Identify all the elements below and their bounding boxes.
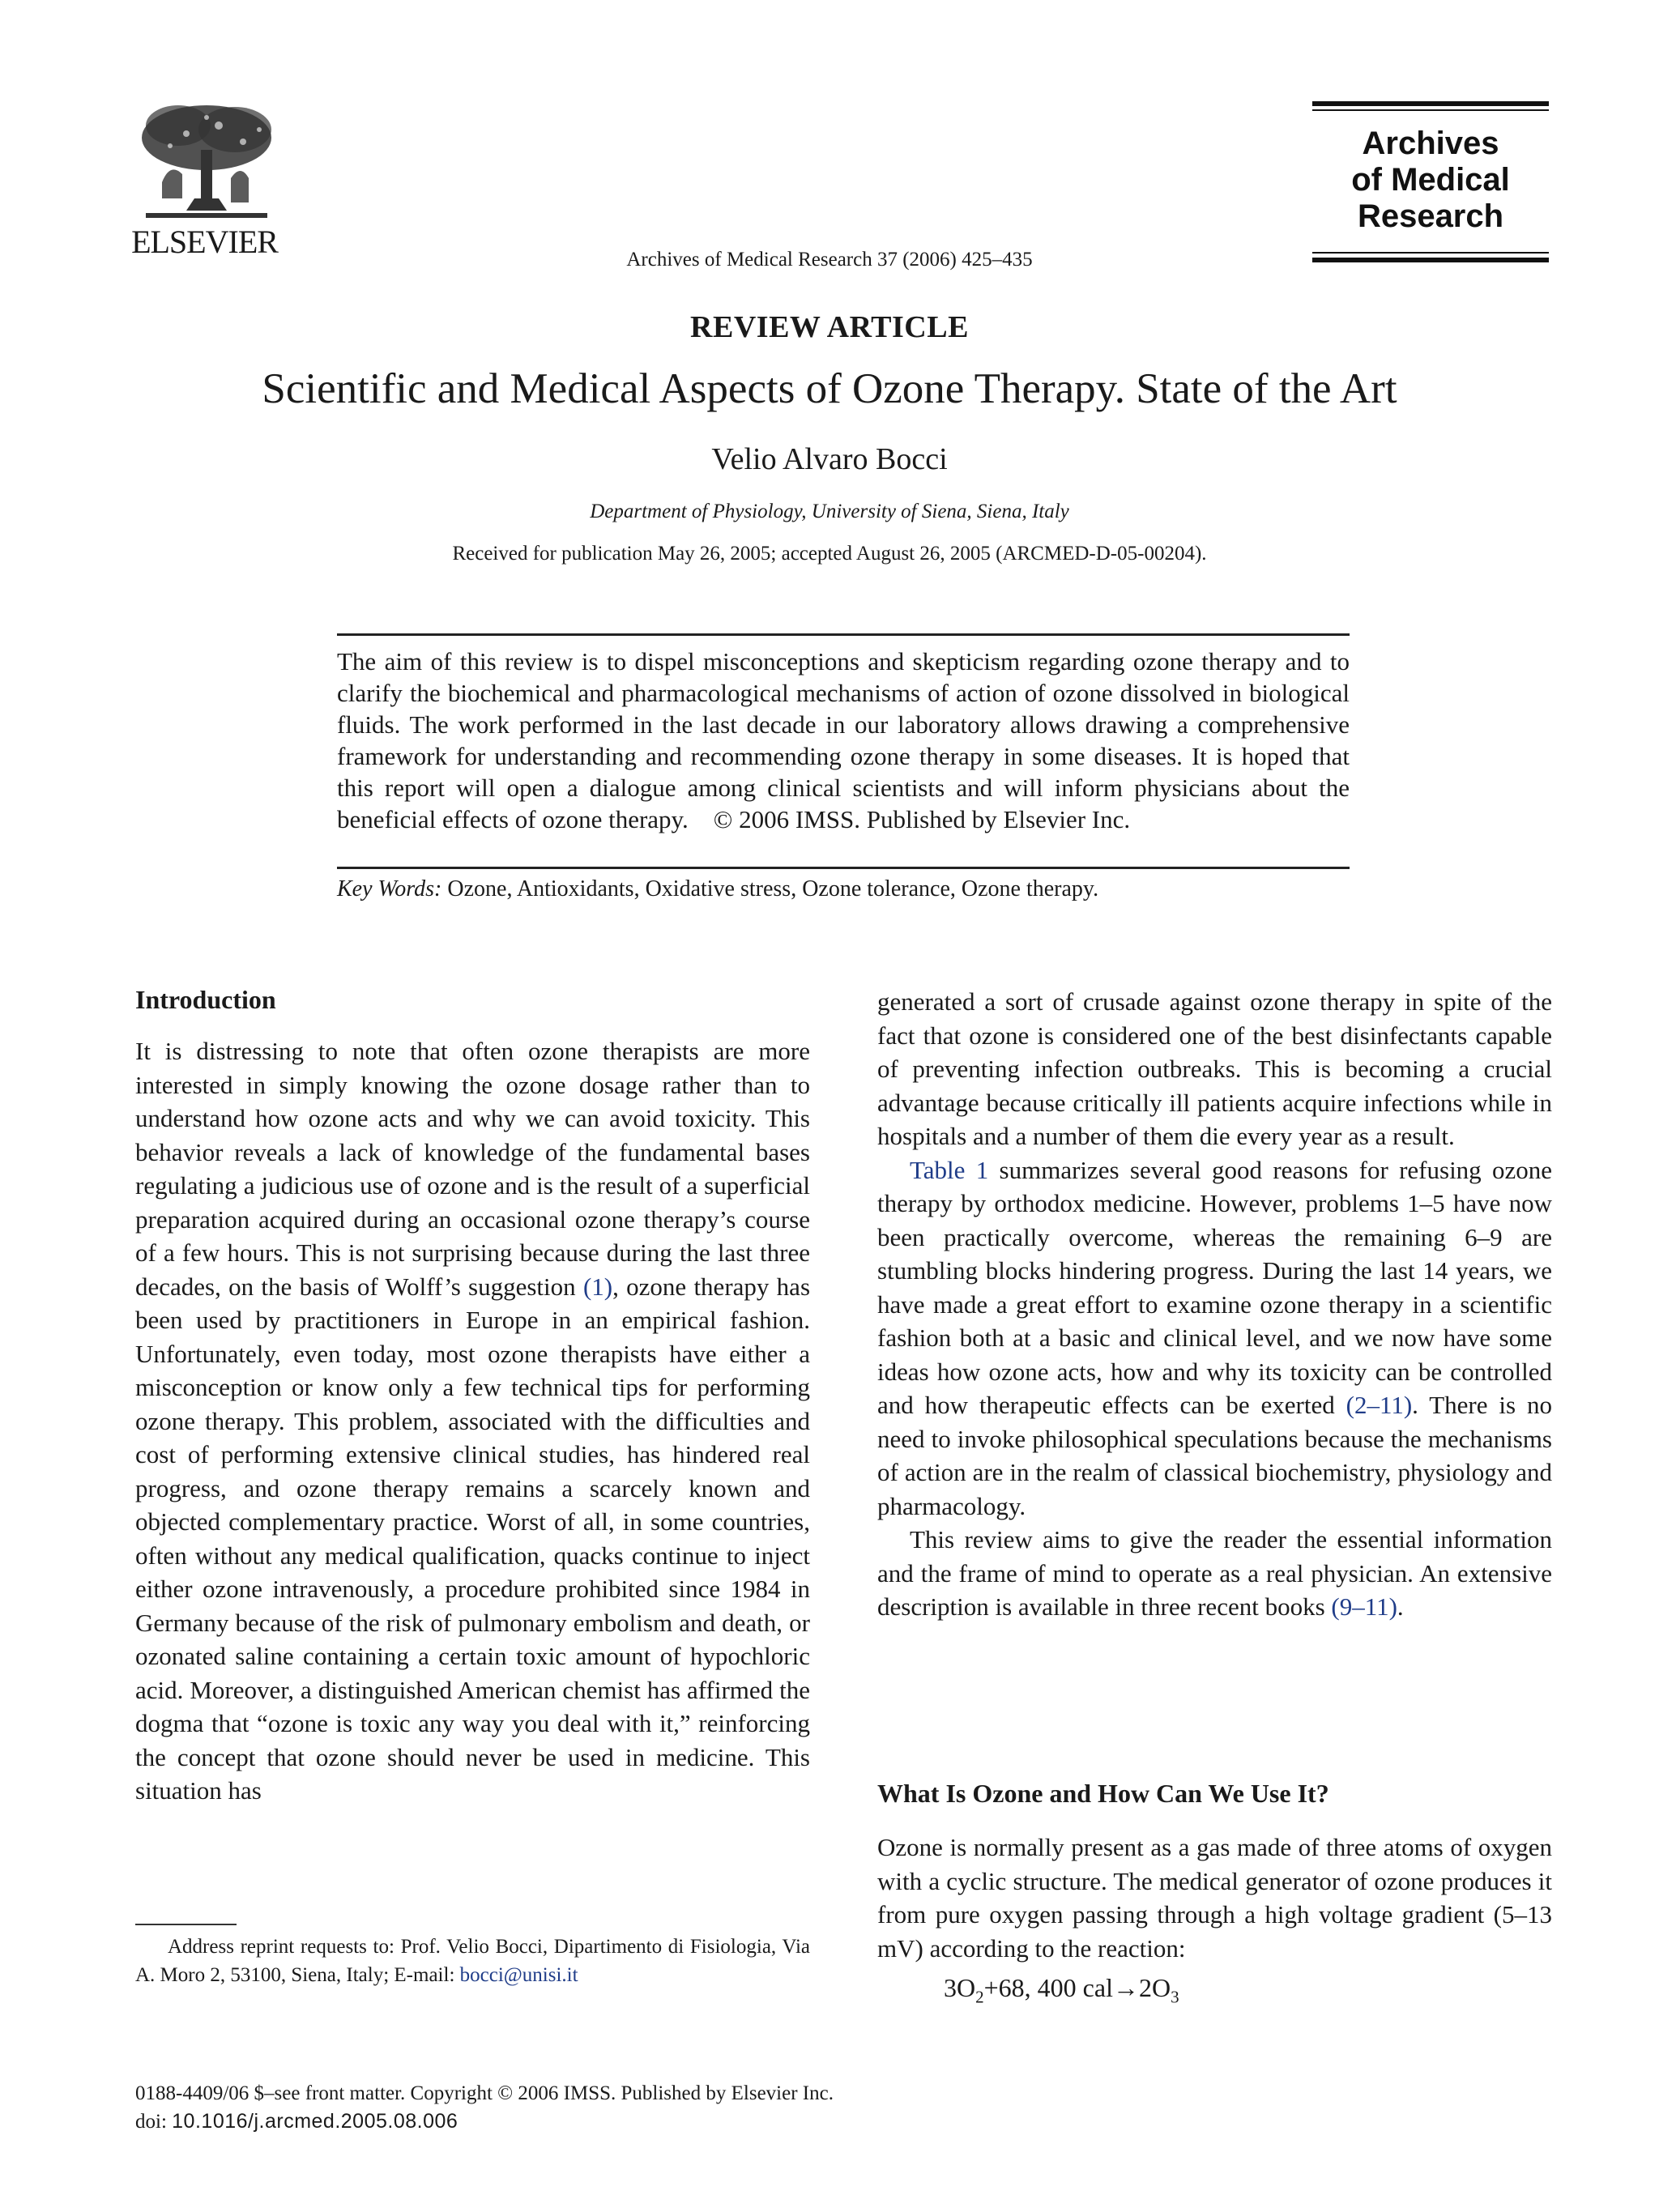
ozone-reaction-equation: $3O_2+68$, 400 $cal\to 2O_3$ [944, 1973, 1179, 2007]
publisher-name: ELSEVIER [131, 224, 278, 260]
email-link[interactable]: bocci@unisi.it [459, 1964, 578, 1986]
abstract-top-rule [337, 633, 1350, 636]
left-column [135, 1034, 810, 1808]
article-title: Scientific and Medical Aspects of Ozone Therapy. State of the Art [262, 365, 1397, 412]
publisher-logo [130, 101, 279, 262]
journal-masthead [1312, 101, 1549, 267]
footnote-rule [135, 1924, 237, 1925]
journal-citation: Archives of Medical Research 37 (2006) 425–435 [626, 249, 1033, 271]
author-name: Velio Alvaro Bocci [711, 442, 948, 476]
right-column [877, 985, 1552, 1624]
abstract-text: The aim of this review is to dispel misconceptions and skepticism regarding ozone therapy and to clarify the biochemical and pharmacological mechanisms of action of ozone dissolved in biological fluids. The work performed in the last decade in our laboratory allows drawing a comprehensive framework for understanding and recommending ozone therapy in some diseases. It is hoped that this report will open a dialogue among clinical scientists and will inform physicians about the beneficial effects of ozone therapy. [337, 647, 1350, 833]
abstract-copyright: © 2006 IMSS. Published by Elsevier Inc. [713, 805, 1131, 833]
table-link[interactable]: Table 1 [910, 1155, 989, 1184]
intro-paragraph-3: This review aims to give the reader the essential information and the frame of mind to operate as a real physician. An extensive description is available in three recent books (9–11). [877, 1525, 1552, 1621]
intro-paragraph-1: It is distressing to note that often ozone therapists are more interested in simply knowing the ozone dosage rather than to understand how ozone acts and why we can avoid toxicity. This behavior reveals a lack of knowledge of the fundamental bases regulating a judicious use of ozone and is the result of a superficial preparation acquired during an occasional ozone therapy’s course of a few hours. This is not surprising because during the last three decades, on the basis of Wolff’s suggestion (1), ozone therapy has been used by practitioners in Europe in an empirical fashion. Unfortunately, even today, most ozone therapists have either a misconception or know only a few technical tips for performing ozone therapy. This problem, associated with the difficulties and cost of performing extensive clinical studies, has hindered real progress, and ozone therapy remains a scarcely known and objected complementary practice. Worst of all, in some countries, often without any medical qualification, quacks continue to inject either ozone intravenously, a procedure prohibited since 1984 in Germany because of the risk of pulmonary embolism and death, or ozonated saline containing a certain toxic amount of hypochloric acid. Moreover, a distinguished American chemist has affirmed the dogma that “ozone is toxic any way you deal with it,” reinforcing the concept that ozone should never be used in medicine. This situation has [135, 1037, 811, 1805]
section-heading-introduction: Introduction [135, 985, 276, 1014]
received-dates: Received for publication May 26, 2005; accepted August 26, 2005 (ARCMED-D-05-00204). [452, 543, 1207, 565]
arrow-icon: → [1112, 1973, 1139, 2002]
section-2-paragraph: Ozone is normally present as a gas made of three atoms of oxygen with a cyclic structure. The medical generator of ozone produces it from pure oxygen passing through a high voltage gradient (5–13 mV) according to the reaction: [877, 1833, 1552, 1963]
reference-link[interactable]: (2–11) [1346, 1391, 1413, 1419]
abstract-bottom-rule [337, 867, 1350, 869]
doi-link[interactable]: 10.1016/j.arcmed.2005.08.006 [172, 2110, 458, 2133]
section-heading-what-is-ozone: What Is Ozone and How Can We Use It? [877, 1779, 1329, 1808]
keywords [337, 876, 1350, 902]
intro-paragraph-2: Table 1 summarizes several good reasons for refusing ozone therapy by orthodox medicine. However, problems 1–5 have now been practically overcome, whereas the remaining 6–9 are stumbling blocks hindering progress. During the last 14 years, we have made a great effort to examine ozone therapy in a scientific fashion both at a basic and clinical level, and we now have some ideas how ozone acts, how and why its toxicity can be controlled and how therapeutic effects can be exerted (2–11). There is no need to invoke philosophical speculations because the mechanisms of action are in the realm of classical biochemistry, physiology and pharmacology. [877, 1155, 1553, 1520]
article-type: REVIEW ARTICLE [690, 310, 969, 344]
footnote: Address reprint requests to: Prof. Velio Bocci, Dipartimento di Fisiologia, Via A. Moro 2, 53100, Siena, Italy; E-mail: bocci@unisi.it [135, 1936, 810, 1986]
intro-paragraph-1-continued: generated a sort of crusade against ozone therapy in spite of the fact that ozone is considered one of the best disinfectants capable of preventing infection outbreaks. This is becoming a crucial advantage because critically ill patients acquire infections while in hospitals and a number of them die every year as a result. [877, 987, 1552, 1150]
journal-name: Archives of Medical Research [1351, 126, 1510, 234]
abstract [337, 646, 1350, 835]
copyright-line: 0188-4409/06 $–see front matter. Copyright © 2006 IMSS. Published by Elsevier Inc. [135, 2082, 834, 2104]
elsevier-tree-icon [130, 101, 279, 223]
keywords-label: Key Words: [337, 876, 442, 901]
reference-link[interactable]: (9–11) [1331, 1592, 1397, 1621]
doi-line: doi: 10.1016/j.arcmed.2005.08.006 [135, 2110, 458, 2133]
reference-link[interactable]: (1) [582, 1272, 613, 1301]
author-affiliation: Department of Physiology, University of Siena, Siena, Italy [590, 501, 1069, 522]
keywords-list: Ozone, Antioxidants, Oxidative stress, Ozone tolerance, Ozone therapy. [447, 876, 1099, 901]
